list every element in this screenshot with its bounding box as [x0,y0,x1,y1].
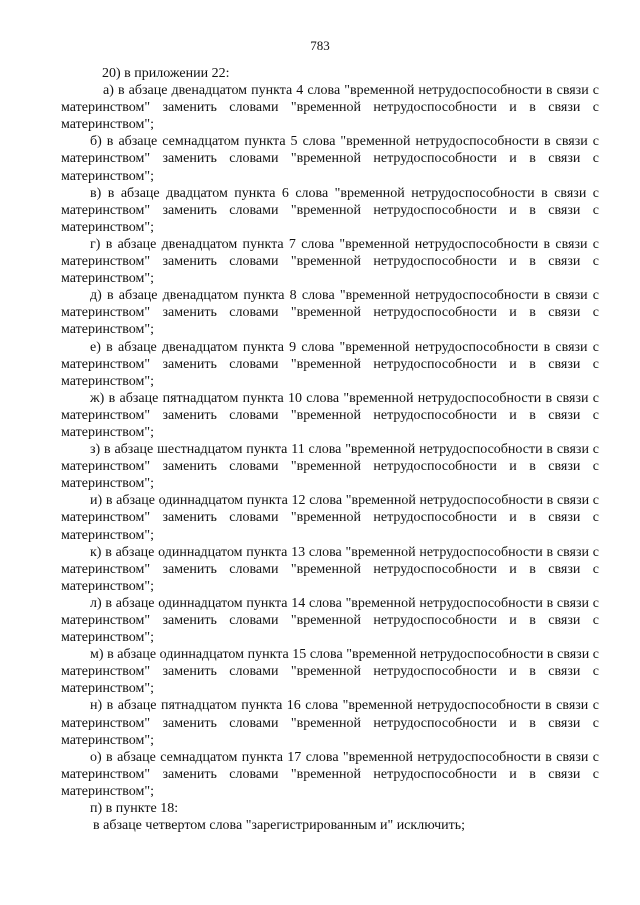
amendment-item-z: з) в абзаце шестнадцатом пункта 11 слова "временной нетрудоспособности в связи с материнством" заменить словами "временной нетрудоспособности и в связи с материнством"; [61,442,599,492]
section-intro: 20) в приложении 22: [102,66,230,81]
amendment-item-p-subclause: в абзаце четвертом слова "зарегистрированным и" исключить; [93,818,466,834]
amendment-item-v: в) в абзаце двадцатом пункта 6 слова "временной нетрудоспособности в связи с материнством" заменить словами "временной нетрудоспособности и в связи с материнством"; [61,185,599,235]
amendment-item-a: а) в абзаце двенадцатом пункта 4 слова "временной нетрудоспособности в связи с материнством" заменить словами "временной нетрудоспособности и в связи с материнством"; [61,83,599,133]
amendment-item-p: п) в пункте 18: [90,801,179,817]
amendment-item-b: б) в абзаце семнадцатом пункта 5 слова "временной нетрудоспособности в связи с материнством" заменить словами "временной нетрудоспособности и в связи с материнством"; [61,134,599,184]
amendment-item-n: н) в абзаце пятнадцатом пункта 16 слова "временной нетрудоспособности в связи с материнством" заменить словами "временной нетрудоспособности и в связи с материнством"; [61,698,599,748]
amendment-item-o: о) в абзаце семнадцатом пункта 17 слова "временной нетрудоспособности в связи с материнством" заменить словами "временной нетрудоспособности и в связи с материнством"; [61,749,599,799]
amendment-item-i: и) в абзаце одиннадцатом пункта 12 слова "временной нетрудоспособности в связи с материнством" заменить словами "временной нетрудоспособности и в связи с материнством"; [61,493,599,543]
amendment-item-m: м) в абзаце одиннадцатом пункта 15 слова "временной нетрудоспособности в связи с материнством" заменить словами "временной нетрудоспособности и в связи с материнством"; [61,647,599,697]
page-number: 783 [310,38,330,53]
document-body [61,65,599,834]
amendment-item-l: л) в абзаце одиннадцатом пункта 14 слова "временной нетрудоспособности в связи с материнством" заменить словами "временной нетрудоспособности и в связи с материнством"; [61,595,599,646]
amendment-item-d: д) в абзаце двенадцатом пункта 8 слова "временной нетрудоспособности в связи с материнством" заменить словами "временной нетрудоспособности и в связи с материнством"; [61,288,599,338]
amendment-item-zh: ж) в абзаце пятнадцатом пункта 10 слова "временной нетрудоспособности в связи с материнством" заменить словами "временной нетрудоспособности и в связи с материнством"; [61,390,599,440]
amendment-item-e: е) в абзаце двенадцатом пункта 9 слова "временной нетрудоспособности в связи с материнством" заменить словами "временной нетрудоспособности и в связи с материнством"; [61,339,599,389]
amendment-item-g: г) в абзаце двенадцатом пункта 7 слова "временной нетрудоспособности в связи с материнством" заменить словами "временной нетрудоспособности и в связи с материнством"; [61,236,599,287]
amendment-item-k: к) в абзаце одиннадцатом пункта 13 слова "временной нетрудоспособности в связи с материнством" заменить словами "временной нетрудоспособности и в связи с материнством"; [61,544,599,594]
